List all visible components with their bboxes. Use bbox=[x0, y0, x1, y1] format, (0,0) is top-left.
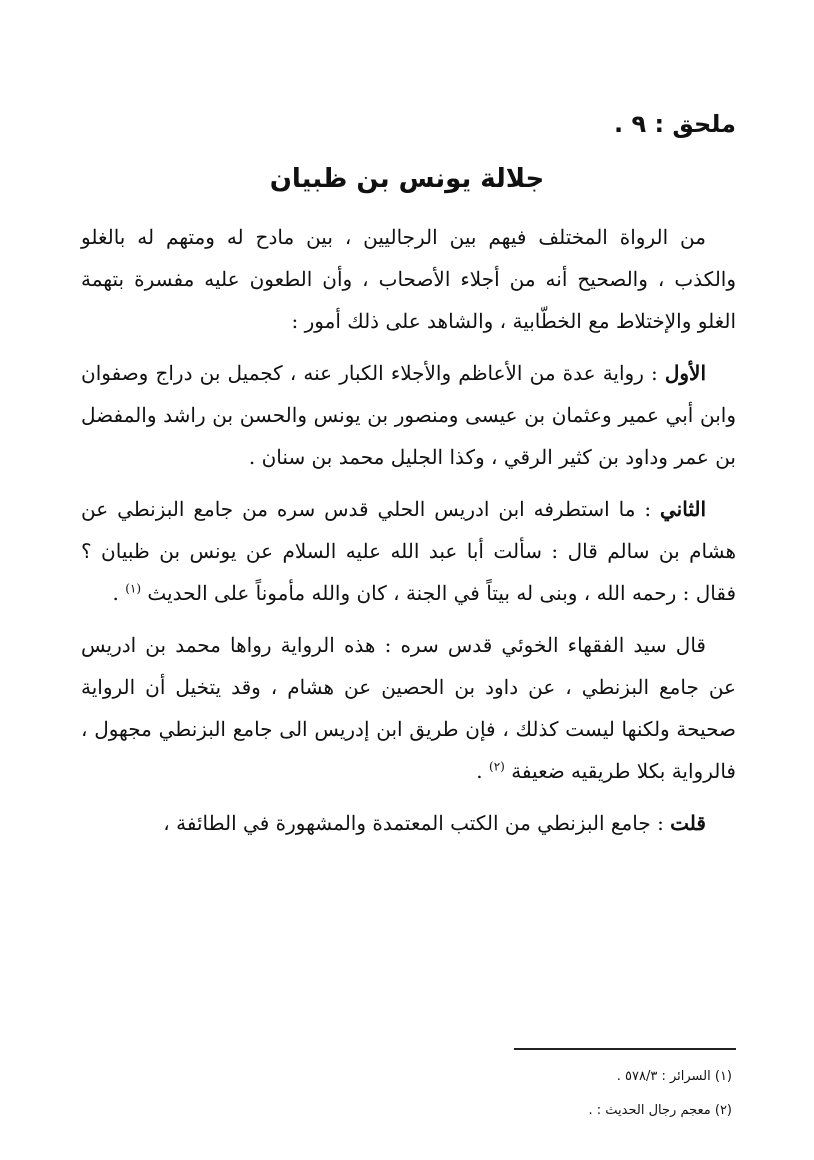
paragraph-tail: . bbox=[476, 759, 489, 783]
paragraph-author-note bbox=[81, 802, 736, 844]
paragraph-text: من الرواة المختلف فيهم بين الرجاليين ، بين مادح له ومتهم له بالغلو والكذب ، والصحيح أنه من أجلاء الأصحاب ، وأن الطعون عليه مفسرة بتهمة الغلو والإختلاط مع الخطّابية ، والشاهد على ذلك أمور : bbox=[81, 225, 736, 333]
footnote-2: (٢) معجم رجال الحديث : . bbox=[588, 1103, 732, 1118]
paragraph-second-evidence bbox=[81, 488, 736, 614]
paragraph-text: : رواية عدة من الأعاظم والأجلاء الكبار عنه ، كجميل بن دراج وصفوان وابن أبي عمير وعثمان بن عيسى ومنصور بن يونس والحسن بن راشد والمفضل بن عمر وداود بن كثير الرقي ، وكذا الجليل محمد بن سنان . bbox=[81, 361, 736, 469]
paragraph-khoei-comment bbox=[81, 624, 736, 792]
footnote-ref-2[interactable]: (٢) bbox=[489, 759, 505, 774]
paragraph-first-evidence bbox=[81, 352, 736, 478]
paragraph-lead: الثاني bbox=[659, 497, 706, 521]
paragraph-text: : ما استطرفه ابن ادريس الحلي قدس سره من جامع البزنطي عن هشام بن سالم قال : سألت أبا عبد الله عليه السلام عن يونس بن ظبيان ؟ فقال : رحمه الله ، وبنى له بيتاً في الجنة ، كان والله مأموناً على الحديث bbox=[81, 497, 736, 605]
paragraph-lead: الأول bbox=[664, 361, 706, 385]
paragraph-intro bbox=[81, 216, 736, 342]
appendix-label: ملحق : ٩ . bbox=[613, 110, 736, 138]
paragraph-tail: . bbox=[112, 581, 126, 605]
footnotes bbox=[332, 1060, 732, 1128]
chapter-title: جلالة يونس بن ظبيان bbox=[269, 164, 545, 194]
footnote-divider bbox=[514, 1048, 736, 1050]
footnote-ref-1[interactable]: (١) bbox=[125, 581, 142, 596]
footnote-1: (١) السرائر : ٥٧٨/٣ . bbox=[616, 1069, 732, 1084]
paragraph-lead: قلت bbox=[670, 811, 706, 835]
paragraph-text: : جامع البزنطي من الكتب المعتمدة والمشهورة في الطائفة ، bbox=[163, 811, 671, 835]
paragraph-text: قال سيد الفقهاء الخوئي قدس سره : هذه الرواية رواها محمد بن ادريس عن جامع البزنطي ، عن داود بن الحصين عن هشام ، وقد يتخيل أن الرواية صحيحة ولكنها ليست كذلك ، فإن طريق ابن إدريس الى جامع البزنطي مجهول ، فالرواية بكلا طريقيه ضعيفة bbox=[81, 633, 736, 783]
body-text bbox=[81, 216, 736, 854]
